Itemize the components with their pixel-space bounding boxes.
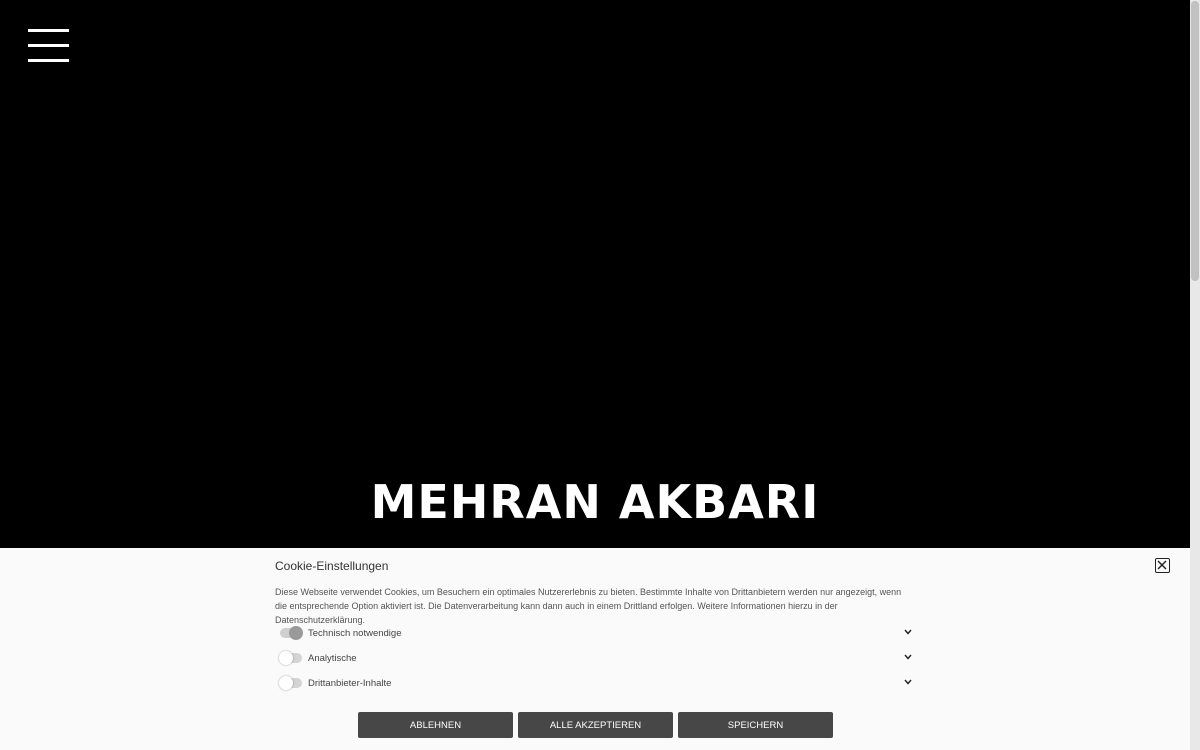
cookie-option-technisch[interactable]: [280, 627, 915, 641]
cookie-option-analytische[interactable]: [280, 652, 915, 666]
scrollbar-thumb[interactable]: [1191, 1, 1199, 281]
menu-bar-top: [28, 29, 69, 32]
cookie-banner-description: Diese Webseite verwendet Cookies, um Besuchern ein optimales Nutzererlebnis zu bieten. Bestimmte Inhalte von Drittanbietern werden nur angezeigt, wenn die entsprechende Option aktiviert ist. Die Datenverarbeitung kann dann auch in einem Drittland erfolgen. Weitere Informationen hierzu in der Datenschutzerklärung.: [275, 587, 902, 625]
chevron-down-icon[interactable]: [904, 629, 912, 635]
cookie-option-label: Technisch notwendige: [308, 628, 402, 639]
cookie-banner-title: Cookie-Einstellungen: [275, 559, 389, 573]
close-icon[interactable]: [1155, 558, 1170, 573]
menu-bar-middle: [28, 44, 69, 47]
page-scrollbar[interactable]: [1190, 0, 1200, 750]
toggle-knob: [279, 676, 293, 690]
cookie-option-drittanbieter[interactable]: [280, 677, 915, 691]
save-button[interactable]: SPEICHERN: [678, 712, 833, 738]
toggle-analytische[interactable]: [280, 653, 302, 663]
toggle-drittanbieter[interactable]: [280, 678, 302, 688]
chevron-down-icon[interactable]: [904, 679, 912, 685]
cookie-option-label: Drittanbieter-Inhalte: [308, 678, 392, 689]
toggle-knob: [289, 626, 303, 640]
cookie-option-label: Analytische: [308, 653, 357, 664]
cookie-banner: [0, 548, 1190, 750]
chevron-down-icon[interactable]: [904, 654, 912, 660]
cookie-banner-content: [275, 548, 1175, 750]
toggle-knob: [279, 651, 293, 665]
hamburger-menu-icon[interactable]: [28, 29, 69, 63]
menu-bar-bottom: [28, 59, 69, 62]
hero-title: MEHRAN AKBARI: [370, 475, 820, 529]
accept-all-button[interactable]: ALLE AKZEPTIEREN: [518, 712, 673, 738]
reject-button[interactable]: ABLEHNEN: [358, 712, 513, 738]
toggle-technisch[interactable]: [280, 628, 302, 638]
